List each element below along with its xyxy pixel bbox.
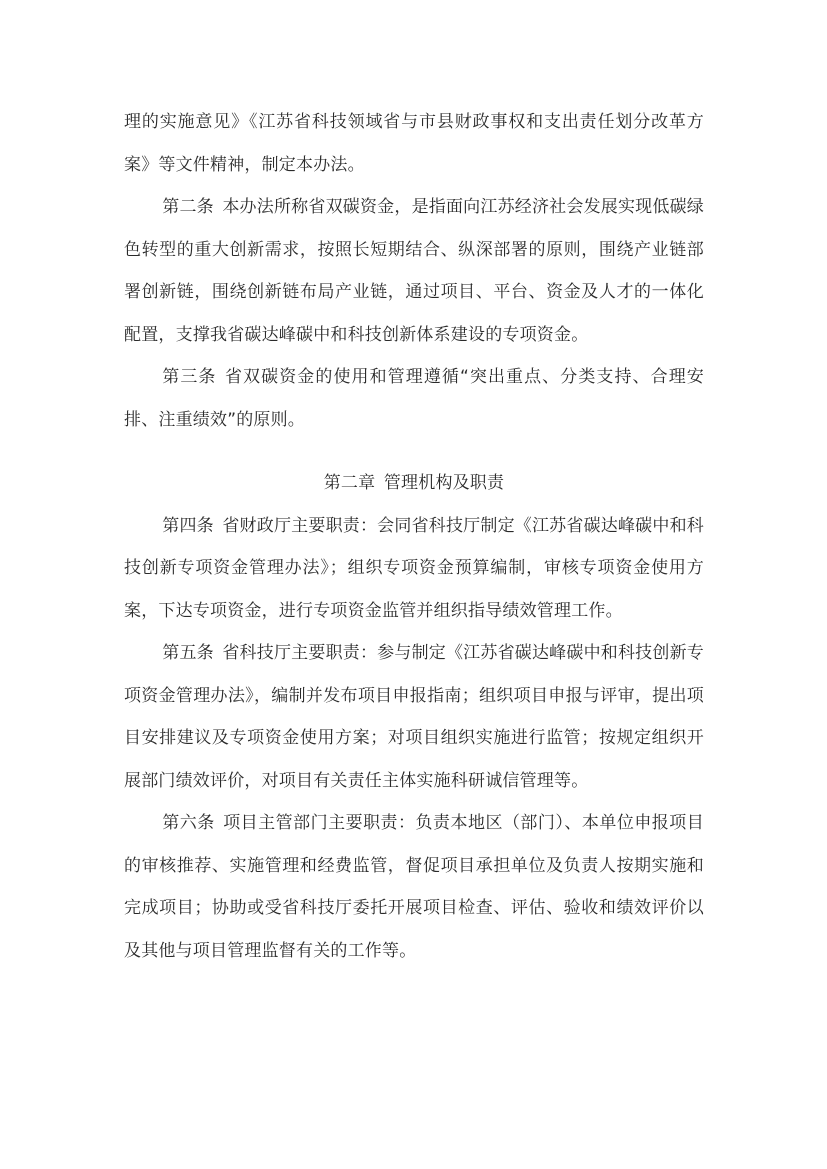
article-3-paragraph [124,356,704,441]
article-2-paragraph [124,186,704,356]
article-4-paragraph [124,505,704,633]
article-6-paragraph [124,802,704,972]
chapter-2-heading [124,462,704,505]
intro-paragraph: 理的实施意见》《江苏省科技领域省与市县财政事权和支出责任划分改革方案》等文件精神，制定本办法。 [124,112,704,175]
chapter-2-number: 第二章 [323,473,376,493]
article-3-text: 省双碳资金的使用和管理遵循“突出重点、分类支持、合理安排、注重绩效”的原则。 [124,367,704,430]
article-5-text: 省科技厅主要职责：参与制定《江苏省碳达峰碳中和科技创新专项资金管理办法》，编制并发布项目申报指南；组织项目申报与评审，提出项目安排建议及专项资金使用方案；对项目组织实施进行监管；按规定组织开展部门绩效评价，对项目有关责任主体实施科研诚信管理等。 [124,643,704,791]
article-5-paragraph [124,632,704,802]
article-6-text: 项目主管部门主要职责：负责本地区（部门）、本单位申报项目的审核推荐、实施管理和经费监管，督促项目承担单位及负责人按期实施和完成项目；协助或受省科技厅委托开展项目检查、评估、验收和绩效评价以及其他与项目管理监督有关的工作等。 [124,813,704,961]
article-4-text: 省财政厅主要职责：会同省科技厅制定《江苏省碳达峰碳中和科技创新专项资金管理办法》；组织专项资金预算编制，审核专项资金使用方案，下达专项资金，进行专项资金监管并组织指导绩效管理工作。 [124,515,704,621]
article-2-number: 第二条 [162,197,214,217]
article-2-text: 本办法所称省双碳资金，是指面向江苏经济社会发展实现低碳绿色转型的重大创新需求，按照长短期结合、纵深部署的原则，围绕产业链部署创新链，围绕创新链布局产业链，通过项目、平台、资金及人才的一体化配置，支撑我省碳达峰碳中和科技创新体系建设的专项资金。 [124,197,704,345]
chapter-2-title: 管理机构及职责 [383,473,505,493]
article-5-number: 第五条 [162,643,214,663]
article-3-number: 第三条 [162,367,217,387]
article-4-number: 第四条 [162,515,214,536]
article-6-number: 第六条 [162,813,215,833]
document-body [124,101,704,972]
